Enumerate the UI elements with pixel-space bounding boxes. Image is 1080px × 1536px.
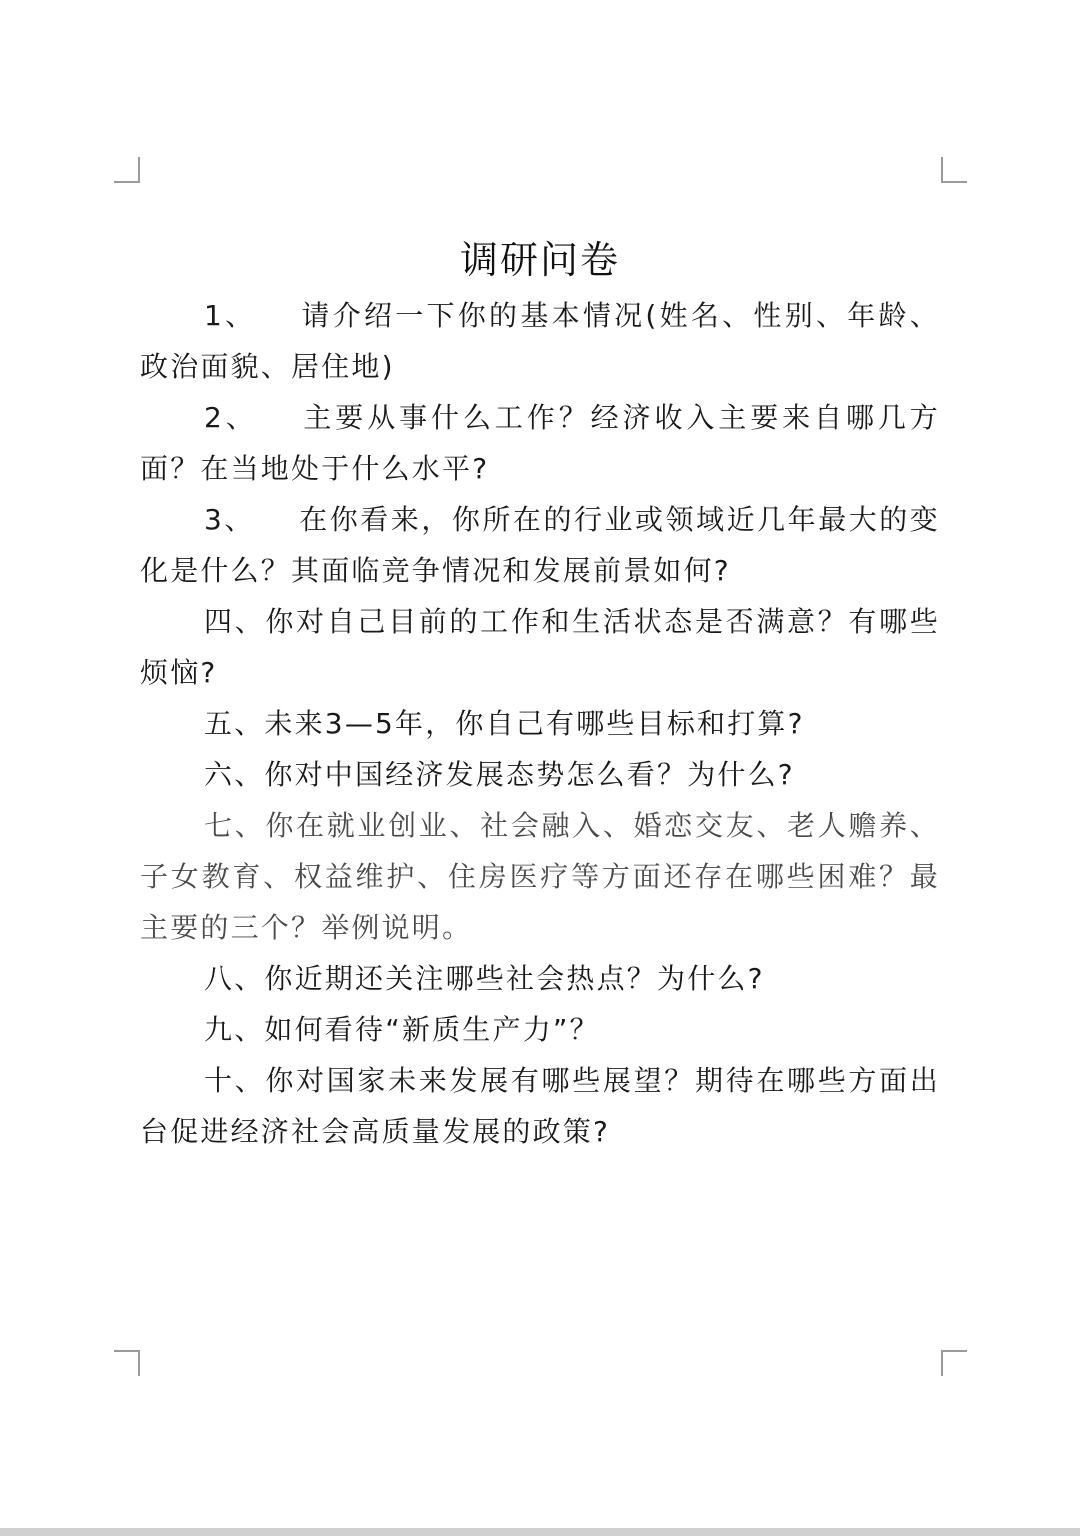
crop-mark-bottom-right [941, 1350, 967, 1376]
question-9: 九、如何看待“新质生产力”？ [204, 1013, 600, 1046]
question-8: 八、你近期还关注哪些社会热点？为什么? [204, 962, 765, 995]
document-title: 调研问卷 [459, 238, 620, 282]
question-number: 2、 [204, 401, 258, 434]
question-3 [140, 494, 940, 596]
document-body [140, 290, 940, 1157]
crop-mark-bottom-left [114, 1350, 140, 1376]
question-1 [140, 290, 940, 392]
question-5: 五、未来3—5年，你自己有哪些目标和打算? [204, 707, 805, 740]
question-number: 3、 [204, 503, 255, 536]
question-6: 六、你对中国经济发展态势怎么看？为什么? [204, 758, 795, 791]
question-10: 十、你对国家未来发展有哪些展望？期待在哪些方面出台促进经济社会高质量发展的政策? [140, 1064, 940, 1148]
question-number: 1、 [204, 299, 257, 332]
question-text: 请介绍一下你的基本情况(姓名、性别、年龄、政治面貌、居住地) [140, 299, 940, 383]
question-4: 四、你对自己目前的工作和生活状态是否满意？有哪些烦恼? [140, 605, 940, 689]
question-2 [140, 392, 940, 494]
crop-mark-top-left [114, 157, 140, 183]
question-7: 七、你在就业创业、社会融入、婚恋交友、老人赡养、子女教育、权益维护、住房医疗等方面还存在哪些困难？最主要的三个？举例说明。 [140, 809, 940, 944]
crop-mark-top-right [941, 157, 967, 183]
question-text: 在你看来，你所在的行业或领域近几年最大的变化是什么？其面临竞争情况和发展前景如何? [140, 503, 940, 587]
bottom-edge-bar [0, 1528, 1080, 1536]
question-text: 主要从事什么工作？经济收入主要来自哪几方面？在当地处于什么水平? [140, 401, 940, 485]
